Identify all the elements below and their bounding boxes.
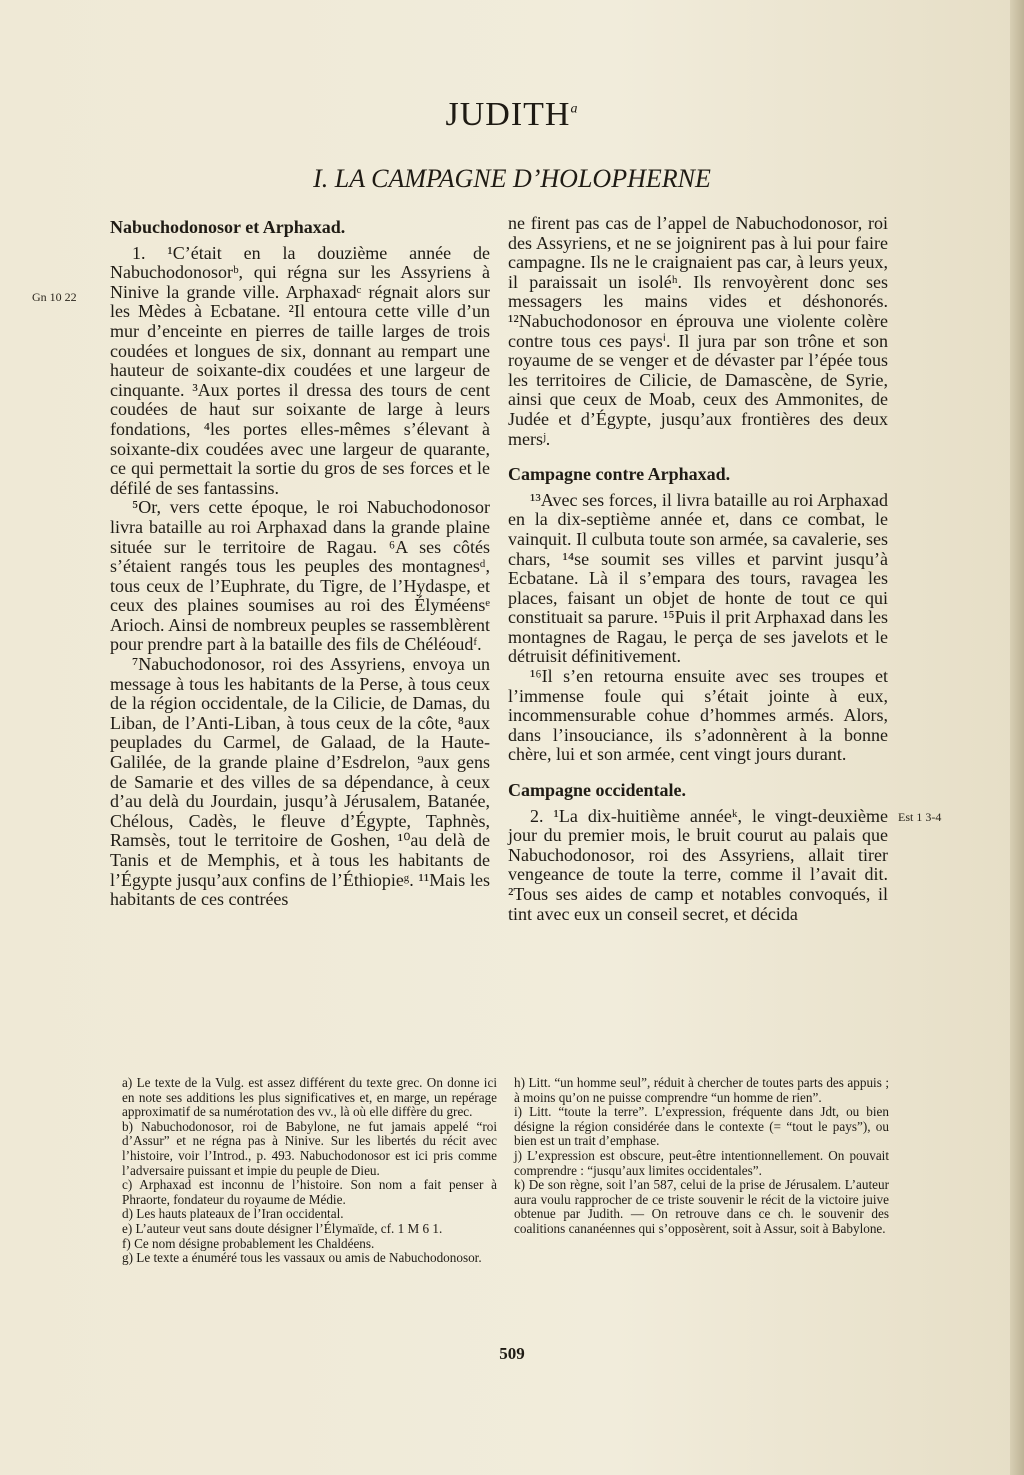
- footnote: a) Le texte de la Vulg. est assez différent du texte grec. On donne ici en note ses additions les plus significatives et, en marge, un repérage approximatif de sa numérotation des vv., là où elle diffère du grec.: [122, 1075, 497, 1120]
- paragraph: 2. ¹La dix-huitième annéeᵏ, le vingt-deuxième jour du premier mois, le bruit courut au palais que Nabuchodonosor, roi des Assyriens, allait tirer vengeance de toute la terre, comme il l’avait dit. ²Tous ses aides de camp et notables convoqués, il tint avec eux un conseil secret, et décida: [508, 805, 888, 924]
- footnote: h) Litt. “un homme seul”, réduit à chercher de toutes parts des appuis ; à moins qu’on ne puisse comprendre “un homme de rien”.: [514, 1075, 889, 1105]
- margin-ref-est: Est 1 3-4: [898, 810, 942, 824]
- footnote: g) Le texte a énuméré tous les vassaux ou amis de Nabuchodonosor.: [122, 1250, 482, 1266]
- margin-ref-gn: Gn 10 22: [32, 290, 77, 304]
- paragraph: ¹⁶Il s’en retourna ensuite avec ses troupes et l’immense foule qui s’était jointe à eux, incommensurable cohue d’hommes armés. Alors, dans l’insouciance, ils s’adonnèrent à la bonne chère, lui et son armée, cent vingt jours durant.: [508, 666, 888, 765]
- paragraph: ne firent pas cas de l’appel de Nabuchodonosor, roi des Assyriens, et ne se joignirent pas à lui pour faire campagne. Ils ne le craignaient pas car, à leurs yeux, il paraissait un isoléʰ. Ils renvoyèrent donc ses messagers les mains vides et déshonorés. ¹²Nabuchodonosor en éprouva une violente colère contre tous ces paysⁱ. Il jura par son trône et son royaume de se venger et de dévaster par l’épée tous les territoires de Cilicie, de Damascène, de Syrie, ainsi que ceux de Moab, ceux des Ammonites, de Judée et d’Égypte, jusqu’aux frontières des deux mersʲ.: [508, 213, 888, 449]
- paragraph: ¹³Avec ses forces, il livra bataille au roi Arphaxad en la dix-septième année et, dans ce combat, le vainquit. Il culbuta toute son armée, sa cavalerie, ses chars, ¹⁴se soumit ses villes et parvint jusqu’à Ecbatane. Là il s’empara des tours, ravagea les places, faisant un objet de honte de tout ce qui constituait sa parure. ¹⁵Puis il prit Arphaxad dans les montagnes de Ragau, le perça de ses javelots et le détruisit définitivement.: [508, 489, 888, 667]
- footnote: f) Ce nom désigne probablement les Chaldéens.: [122, 1235, 375, 1251]
- paragraph: ⁵Or, vers cette époque, le roi Nabuchodonosor livra bataille au roi Arphaxad dans la grande plaine située sur le territoire de Ragau. ⁶A ses côtés s’étaient rangés tous les peuples des montagnesᵈ, tous ceux de l’Euphrate, du Tigre, de l’Hydaspe, et ceux des plaines soumises au roi des Élyméensᵉ Arioch. Ainsi de nombreux peuples se rassemblèrent pour prendre part à la bataille des fils de Chéléoudᶠ.: [110, 497, 490, 655]
- book-title-text: JUDITH: [445, 96, 571, 133]
- paragraph: ⁷Nabuchodonosor, roi des Assyriens, envoya un message à tous les habitants de la Perse, à tous ceux de la région occidentale, de la Cilicie, de Damas, du Liban, de l’Anti-Liban, à tous ceux de la côte, ⁸aux peuplades du Carmel, de Galaad, de la Haute-Galilée, de la grande plaine d’Esdrelon, ⁹aux gens de Samarie et des villes de sa dépendance, à ceux d’au delà du Jourdain, jusqu’à Jérusalem, Batanée, Chélous, Cadès, le fleuve d’Égypte, Taphnès, Ramsès, tout le territoire de Goshen, ¹⁰au delà de Tanis et de Memphis, et à tous les habitants de l’Égypte jusqu’aux confins de l’Éthiopieᵍ. ¹¹Mais les habitants de ces contrées: [110, 654, 490, 910]
- heading-campagne-arphaxad: Campagne contre Arphaxad.: [508, 464, 731, 485]
- left-column: [110, 218, 490, 910]
- footnotes-left: [122, 1076, 497, 1266]
- section-title: I. LA CAMPAGNE D’HOLOPHERNE: [313, 164, 711, 193]
- footnote: j) L’expression est obscure, peut-être intentionnellement. On pouvait comprendre : “jusqu’aux limites occidentales”.: [514, 1147, 889, 1178]
- heading-campagne-occidentale: Campagne occidentale.: [508, 780, 686, 801]
- book-title: [0, 96, 1024, 134]
- right-column: [508, 214, 888, 924]
- page-edge: [1010, 0, 1024, 1475]
- paragraph: 1. ¹C’était en la douzième année de Nabuchodonosorᵇ, qui régna sur les Assyriens à Ninive la grande ville. Arphaxadᶜ régnait alors sur les Mèdes à Ecbatane. ²Il entoura cette ville d’un mur d’enceinte en pierres de taille larges de trois coudées et longues de six, donnant au rempart une hauteur de soixante-dix coudées et une largeur de cinquante. ³Aux portes il dressa des tours de cent coudées de haut sur soixante de large à leurs fondations, ⁴les portes elles-mêmes s’élevant à soixante-dix coudées avec une largeur de quarante, ce qui permettait la sortie du gros de ses forces et le défilé de ses fantassins.: [110, 242, 490, 498]
- footnote: e) L’auteur veut sans doute désigner l’Élymaïde, cf. 1 M 6 1.: [122, 1220, 443, 1236]
- heading-nabuchodonosor-arphaxad: Nabuchodonosor et Arphaxad.: [110, 217, 346, 237]
- book-title-note: a: [570, 101, 579, 117]
- footnote: b) Nabuchodonosor, roi de Babylone, ne fut jamais appelé “roi d’Assur” et ne régna pas à Ninive. Sur les libertés du récit avec l’histoire, voir l’Introd., p. 493. Nabuchodonosor est ici pris comme l’adversaire puissant et impie du peuple de Dieu.: [122, 1118, 497, 1178]
- footnotes-right: [514, 1076, 889, 1237]
- footnote: d) Les hauts plateaux de l’Iran occidental.: [122, 1206, 344, 1222]
- footnote: c) Arphaxad est inconnu de l’histoire. Son nom a fait penser à Phraorte, fondateur du royaume de Médie.: [122, 1177, 497, 1207]
- footnote: k) De son règne, soit l’an 587, celui de la prise de Jérusalem. L’auteur aura voulu rapprocher de ce triste souvenir le récit de la victoire juive obtenue par Judith. — On retrouve dans ce ch. le souvenir des coalitions cananéennes qui s’opposèrent, soit à Assur, soit à Babylone.: [514, 1177, 889, 1236]
- page-number: 509: [499, 1344, 525, 1363]
- footnote: i) Litt. “toute la terre”. L’expression, fréquente dans Jdt, ou bien désigne la région considérée dans le contexte (= “tout le pays”), ou bien est un trait d’emphase.: [514, 1104, 889, 1149]
